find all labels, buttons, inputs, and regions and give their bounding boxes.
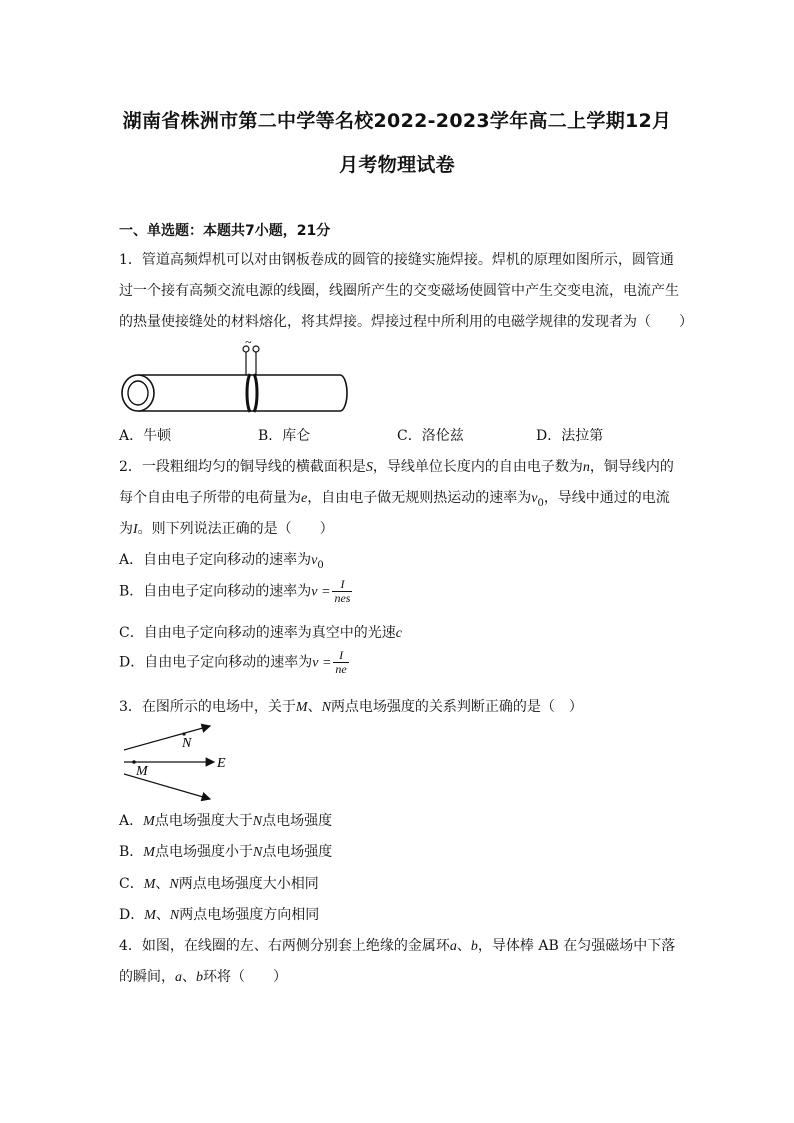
q2-stem-line-2: 每个自由电子所带的电荷量为e，自由电子做无规则热运动的速率为$v_0$，导线中通过的电流 <box>119 490 670 509</box>
field-e-label: E <box>217 756 226 771</box>
q1-choice-c[interactable]: C．洛伦兹 <box>397 428 464 444</box>
q1-choice-b[interactable]: B．库仑 <box>258 428 311 444</box>
q2-stem-line-3: 为I。则下列说法正确的是（ ） <box>119 521 334 537</box>
q3-choice-a[interactable]: A．M点电场强度大于N点电场强度 <box>119 813 333 829</box>
point-m-label: M <box>136 764 148 779</box>
fraction-i-over-ne: $\frac{I}{ne}$ <box>335 648 347 676</box>
q1-choice-a[interactable]: A．牛顿 <box>119 428 172 444</box>
q3-electric-field-figure <box>118 720 248 802</box>
exam-title-line-1: 湖南省株洲市第二中学等名校2022-2023学年高二上学期12月 <box>122 110 672 132</box>
ac-source-symbol: ~ <box>245 338 252 349</box>
q2-choice-b[interactable]: B．自由电子定向移动的速率为v = $\frac{I}{\text{nes}}$ <box>119 577 351 605</box>
q2-choice-a[interactable]: A．自由电子定向移动的速率为$v_0$ <box>119 552 324 571</box>
fraction-i-over-nes: $\frac{I}{\text{nes}}$ <box>334 577 351 605</box>
q4-stem-line-2: 的瞬间，a、b环将（ ） <box>119 969 287 985</box>
q1-stem-line-2: 过一个接有高频交流电源的线圈，线圈所产生的交变磁场使圆管中产生交变电流，电流产生 <box>119 283 679 299</box>
q2-choice-d[interactable]: D．自由电子定向移动的速率为v = $\frac{I}{ne}$ <box>119 648 347 676</box>
q1-choice-d[interactable]: D．法拉第 <box>536 428 604 444</box>
section-heading: 一、单选题：本题共7小题，21分 <box>119 223 331 239</box>
q2-choice-c[interactable]: C．自由电子定向移动的速率为真空中的光速c <box>119 625 402 641</box>
q3-choice-c[interactable]: C．M、N两点电场强度大小相同 <box>119 876 319 892</box>
q3-choice-b[interactable]: B．M点电场强度小于N点电场强度 <box>119 844 333 860</box>
q3-stem: 3．在图所示的电场中，关于M、N两点电场强度的关系判断正确的是（ ） <box>119 699 583 715</box>
q2-stem-line-1: 2．一段粗细均匀的铜导线的横截面积是S，导线单位长度内的自由电子数为n，铜导线内的 <box>119 459 674 475</box>
q3-choice-d[interactable]: D．M、N两点电场强度方向相同 <box>119 907 320 923</box>
q4-stem-line-1: 4．如图，在线圈的左、右两侧分别套上绝缘的金属环a、b，导体棒 AB 在匀强磁场中下落 <box>119 938 676 954</box>
q1-stem-line-1: 1．管道高频焊机可以对由钢板卷成的圆管的接缝实施焊接。焊机的原理如图所示，圆管通 <box>119 252 674 268</box>
q1-welding-pipe-figure <box>118 338 358 418</box>
q1-stem-line-3: 的热量使接缝处的材料熔化，将其焊接。焊接过程中所利用的电磁学规律的发现者为（ ） <box>119 314 693 330</box>
point-n-label: N <box>182 736 192 751</box>
exam-title-line-2: 月考物理试卷 <box>339 154 455 176</box>
